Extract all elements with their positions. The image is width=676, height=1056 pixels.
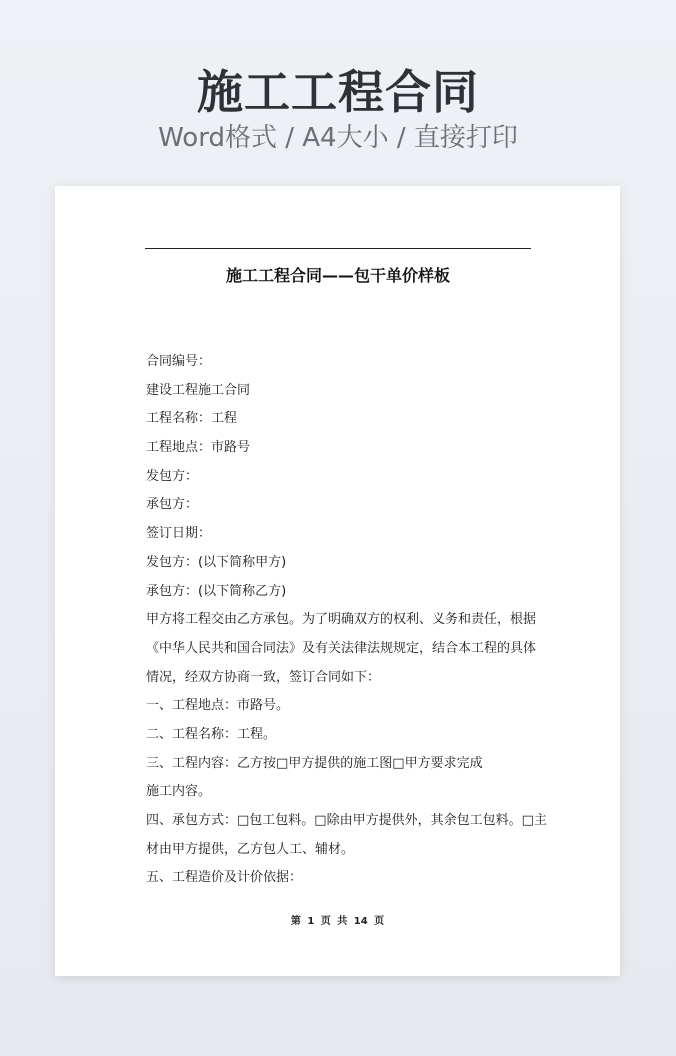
document-page: [55, 186, 620, 976]
header-rule: [145, 248, 531, 249]
party-b-line: 承包方：(以下简称乙方): [146, 583, 287, 599]
contract-number-line: 合同编号：: [146, 354, 212, 369]
clause-4-continuation: 材由甲方提供，乙方包人工、辅材。: [146, 841, 355, 857]
signing-date-line: 签订日期：: [146, 526, 212, 542]
banner-subtitle: Word格式 / A4大小 / 直接打印: [158, 123, 518, 153]
clause-5-line: 五、工程造价及计价依据：: [146, 870, 303, 886]
document-title: 施工工程合同——包干单价样板: [225, 266, 450, 285]
preamble-line-3: 情况，经双方协商一致，签订合同如下：: [146, 669, 381, 685]
page-number-footer: 第 1 页 共 14 页: [290, 916, 385, 927]
party-a-line: 发包方：(以下简称甲方): [146, 554, 287, 570]
clause-3-continuation: 施工内容。: [146, 784, 212, 800]
clause-1-line: 一、工程地点：市路号。: [146, 698, 290, 714]
preamble-line-2: 《中华人民共和国合同法》及有关法律法规规定，结合本工程的具体: [146, 640, 537, 656]
clause-3-line: 三、工程内容：乙方按□甲方提供的施工图□甲方要求完成: [146, 755, 483, 771]
employer-line: 发包方：: [146, 468, 199, 484]
clause-2-line: 二、工程名称：工程。: [146, 726, 277, 742]
contractor-line: 承包方：: [146, 497, 199, 513]
contract-type-line: 建设工程施工合同: [146, 382, 251, 398]
project-location-line: 工程地点：市路号: [146, 440, 251, 456]
project-name-line: 工程名称：工程: [146, 411, 238, 427]
preamble-line-1: 甲方将工程交由乙方承包。为了明确双方的权利、义务和责任，根据: [146, 612, 537, 628]
document-body: [146, 348, 547, 893]
banner-title: 施工工程合同: [197, 65, 479, 119]
clause-4-line: 四、承包方式：□包工包料。□除由甲方提供外，其余包工包料。□主: [146, 813, 547, 828]
